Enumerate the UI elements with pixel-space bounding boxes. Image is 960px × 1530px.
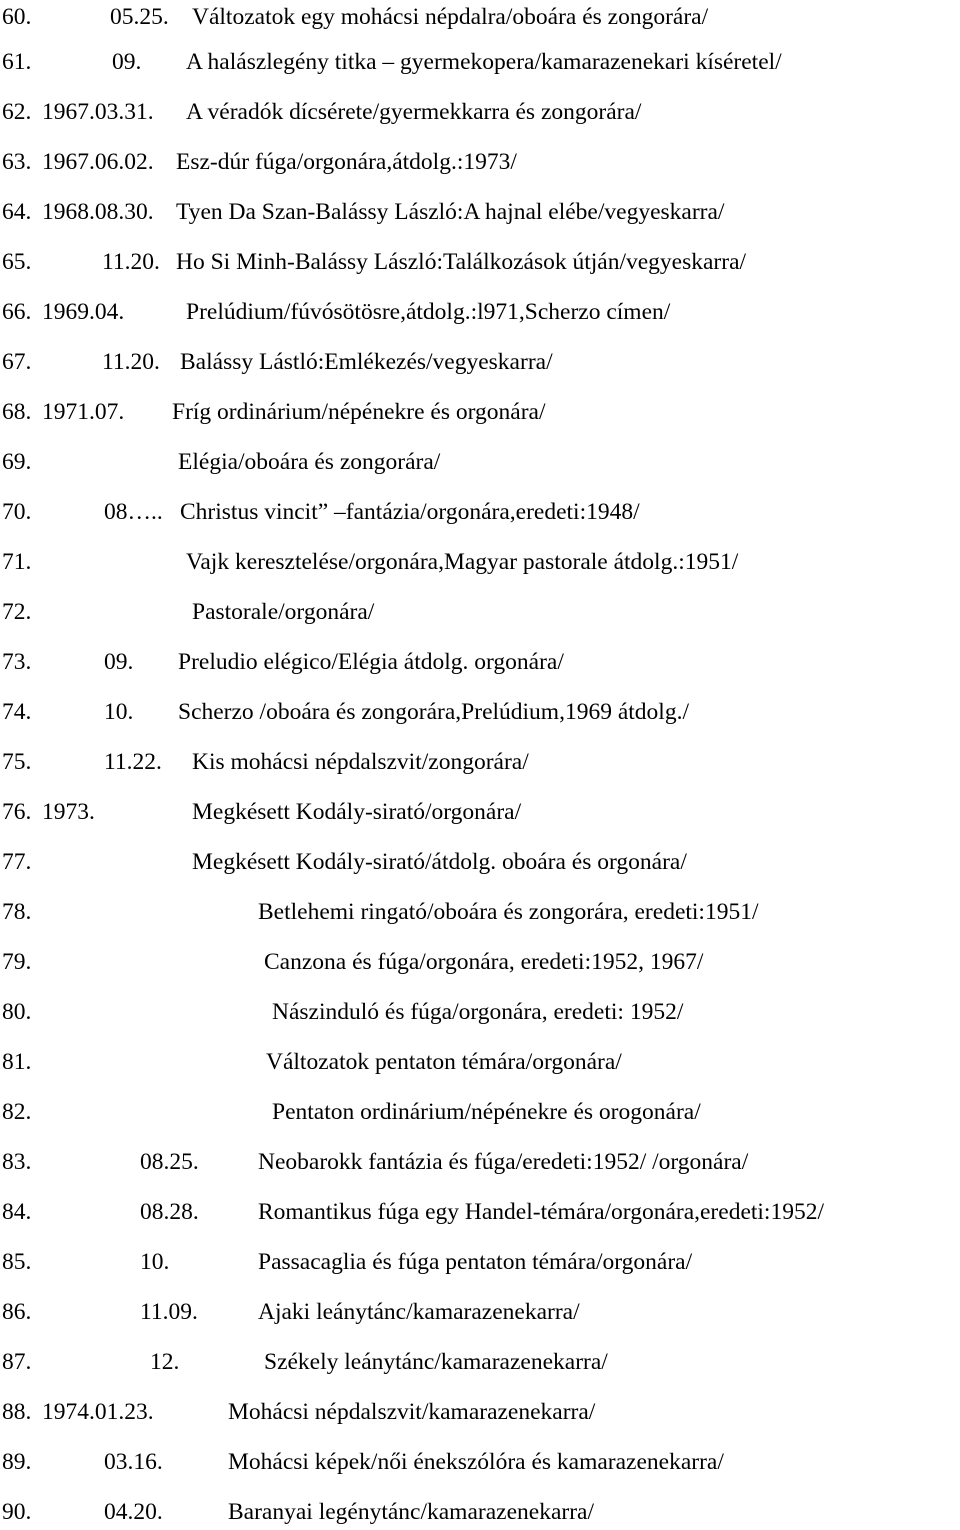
entry-date: 08.25. — [140, 1149, 199, 1175]
entry-date: 1967.06.02. — [42, 149, 154, 175]
entry-title: Vajk keresztelése/orgonára,Magyar pastorale átdolg.:1951/ — [186, 549, 739, 575]
entry-date: 1968.08.30. — [42, 199, 154, 225]
entry-date: 11.09. — [140, 1299, 198, 1325]
entry-number: 89. — [2, 1449, 32, 1475]
entry-title: Nászinduló és fúga/orgonára, eredeti: 1952/ — [272, 999, 684, 1025]
entry-title: Fríg ordinárium/népénekre és orgonára/ — [172, 399, 546, 425]
entry-number: 81. — [2, 1049, 32, 1075]
entry-title: A véradók dícsérete/gyermekkarra és zongorára/ — [186, 99, 642, 125]
entry-title: Preludio elégico/Elégia átdolg. orgonára/ — [178, 649, 564, 675]
entry-title: Ajaki leánytánc/kamarazenekarra/ — [258, 1299, 580, 1325]
entry-number: 62. — [2, 99, 32, 125]
entry-date: 04.20. — [104, 1499, 163, 1525]
entry-date: 09. — [104, 649, 134, 675]
entry-title: Baranyai legénytánc/kamarazenekarra/ — [228, 1499, 594, 1525]
entry-title: Tyen Da Szan-Balássy László:A hajnal elébe/vegyeskarra/ — [176, 199, 725, 225]
entry-number: 74. — [2, 699, 32, 725]
entry-date: 05.25. — [110, 4, 169, 30]
entry-title: Megkésett Kodály-sirató/orgonára/ — [192, 799, 522, 825]
entry-number: 82. — [2, 1099, 32, 1125]
entry-number: 72. — [2, 599, 32, 625]
entry-number: 63. — [2, 149, 32, 175]
entry-number: 77. — [2, 849, 32, 875]
entry-date: 03.16. — [104, 1449, 163, 1475]
entry-title: Változatok pentaton témára/orgonára/ — [266, 1049, 622, 1075]
entry-title: Pastorale/orgonára/ — [192, 599, 375, 625]
entry-number: 60. — [2, 4, 32, 30]
entry-number: 68. — [2, 399, 32, 425]
entry-number: 80. — [2, 999, 32, 1025]
entry-title: Romantikus fúga egy Handel-témára/orgonára,eredeti:1952/ — [258, 1199, 824, 1225]
entry-title: Canzona és fúga/orgonára, eredeti:1952, 1967/ — [264, 949, 704, 975]
entry-number: 67. — [2, 349, 32, 375]
entry-number: 78. — [2, 899, 32, 925]
entry-date: 09. — [112, 49, 142, 75]
entry-date: 08.28. — [140, 1199, 199, 1225]
entry-title: Mohácsi népdalszvit/kamarazenekarra/ — [228, 1399, 596, 1425]
entry-date: 10. — [140, 1249, 170, 1275]
entry-title: Prelúdium/fúvósötösre,átdolg.:l971,Scherzo címen/ — [186, 299, 671, 325]
entry-number: 73. — [2, 649, 32, 675]
entry-number: 88. — [2, 1399, 32, 1425]
entry-title: Esz-dúr fúga/orgonára,átdolg.:1973/ — [176, 149, 517, 175]
entry-date: 08….. — [104, 499, 163, 525]
entry-title: Scherzo /oboára és zongorára,Prelúdium,1969 átdolg./ — [178, 699, 689, 725]
entry-title: Kis mohácsi népdalszvit/zongorára/ — [192, 749, 529, 775]
entry-date: 1971.07. — [42, 399, 125, 425]
entry-date: 1974.01.23. — [42, 1399, 154, 1425]
entry-title: Ho Si Minh-Balássy László:Találkozások útján/vegyeskarra/ — [176, 249, 747, 275]
entry-number: 70. — [2, 499, 32, 525]
entry-title: A halászlegény titka – gyermekopera/kamarazenekari kíséretel/ — [186, 49, 782, 75]
entry-title: Mohácsi képek/női énekszólóra és kamarazenekarra/ — [228, 1449, 724, 1475]
entry-title: Székely leánytánc/kamarazenekarra/ — [264, 1349, 608, 1375]
entry-number: 86. — [2, 1299, 32, 1325]
entry-number: 64. — [2, 199, 32, 225]
entry-title: Változatok egy mohácsi népdalra/oboára és zongorára/ — [192, 4, 709, 30]
entry-number: 87. — [2, 1349, 32, 1375]
entry-title: Christus vincit” –fantázia/orgonára,eredeti:1948/ — [180, 499, 640, 525]
entry-number: 90. — [2, 1499, 32, 1525]
entry-number: 75. — [2, 749, 32, 775]
entry-date: 1973. — [42, 799, 95, 825]
entry-number: 69. — [2, 449, 32, 475]
entry-title: Balássy Lástló:Emlékezés/vegyeskarra/ — [180, 349, 553, 375]
entry-date: 10. — [104, 699, 134, 725]
entry-date: 11.20. — [102, 249, 160, 275]
entry-number: 65. — [2, 249, 32, 275]
entry-number: 85. — [2, 1249, 32, 1275]
entry-number: 79. — [2, 949, 32, 975]
entry-date: 1969.04. — [42, 299, 125, 325]
entry-title: Megkésett Kodály-sirató/átdolg. oboára és orgonára/ — [192, 849, 687, 875]
entry-title: Betlehemi ringató/oboára és zongorára, eredeti:1951/ — [258, 899, 759, 925]
entry-number: 83. — [2, 1149, 32, 1175]
entry-title: Pentaton ordinárium/népénekre és orogonára/ — [272, 1099, 701, 1125]
entry-number: 71. — [2, 549, 32, 575]
entry-title: Neobarokk fantázia és fúga/eredeti:1952/ /orgonára/ — [258, 1149, 749, 1175]
entry-title: Passacaglia és fúga pentaton témára/orgonára/ — [258, 1249, 693, 1275]
entry-number: 66. — [2, 299, 32, 325]
entry-number: 76. — [2, 799, 32, 825]
entry-date: 11.20. — [102, 349, 160, 375]
entry-number: 84. — [2, 1199, 32, 1225]
entry-date: 12. — [150, 1349, 180, 1375]
entry-number: 61. — [2, 49, 32, 75]
entry-date: 1967.03.31. — [42, 99, 154, 125]
entry-title: Elégia/oboára és zongorára/ — [178, 449, 441, 475]
entry-date: 11.22. — [104, 749, 162, 775]
